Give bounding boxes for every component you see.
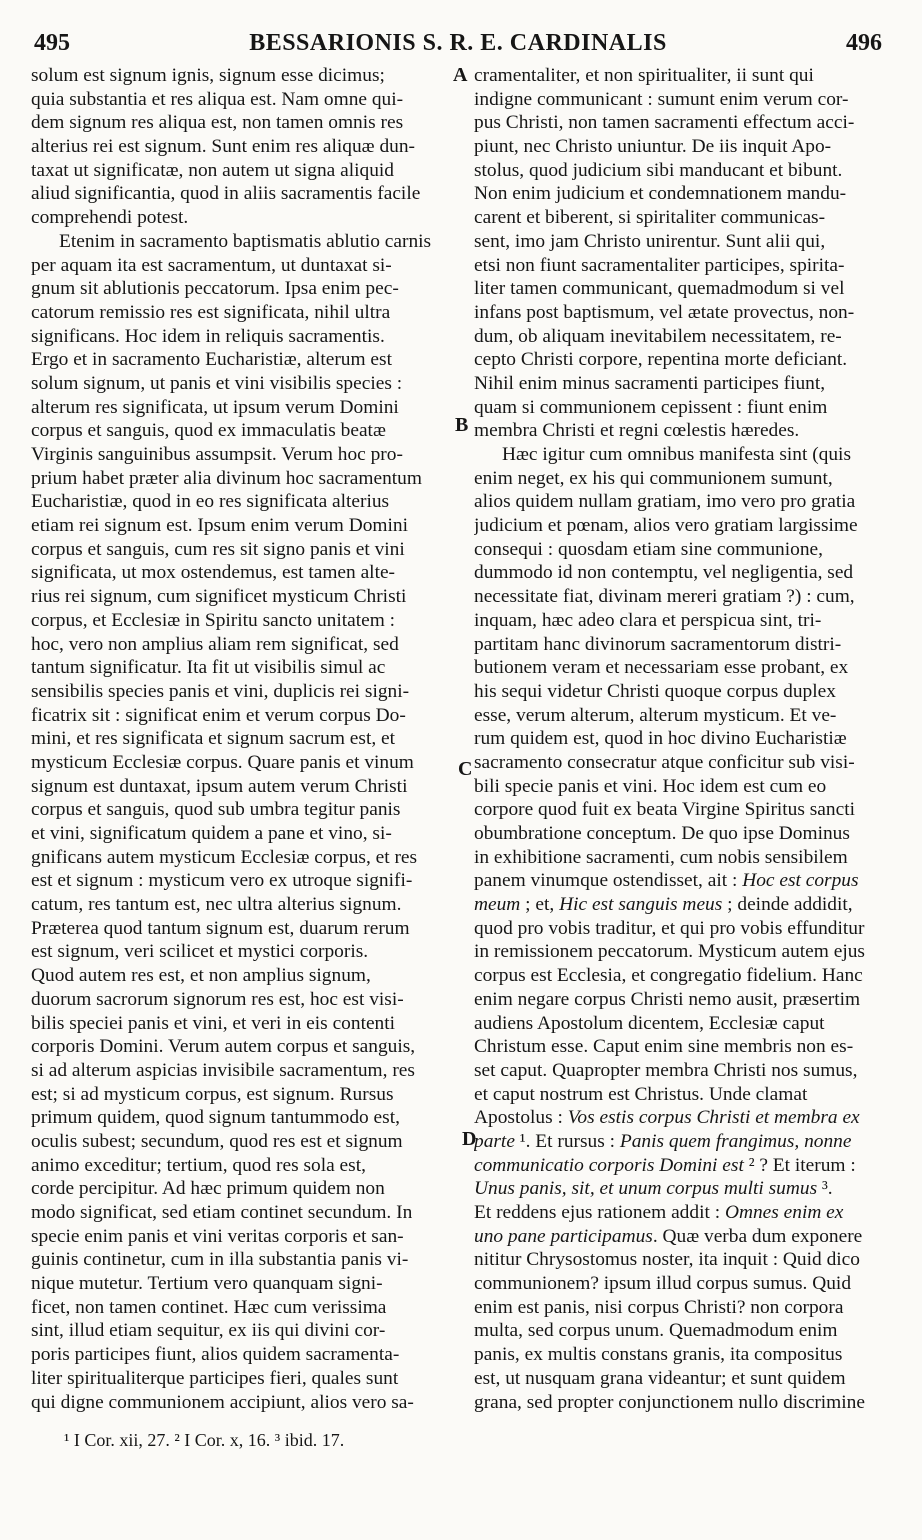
text-line: comprehendi potest. xyxy=(31,207,189,229)
text-line: Ergo et in sacramento Eucharistiæ, alterum est xyxy=(31,349,392,371)
text-line: primum quidem, quod signum tantummodo est, xyxy=(31,1107,400,1129)
text-line: enim negare corpus Christi nemo ausit, præsertim xyxy=(474,988,861,1010)
text-line: significata, ut mox ostendemus, est tamen alte- xyxy=(31,562,396,584)
text-line: sensibilis species panis et vini, duplicis rei signi- xyxy=(31,680,410,702)
text-line: et vini, significatum quidem a pane et vino, si- xyxy=(31,823,392,844)
left-column xyxy=(31,64,459,1414)
footnotes: ¹ I Cor. xii, 27. ² I Cor. x, 16. ³ ibid. 17. xyxy=(64,1430,345,1450)
text-line: gnificans autem mysticum Ecclesiæ corpus, et res xyxy=(31,846,418,868)
text-line: oculis subest; secundum, quod res est et signum xyxy=(31,1130,403,1152)
text-line: mysticum Ecclesiæ corpus. Quare panis et vinum xyxy=(31,751,414,773)
text-line: obumbratione conceptum. De quo ipse Dominus xyxy=(474,823,850,844)
right-column xyxy=(474,64,902,1414)
text-line: nique mutetur. Tertium vero quanquam signi- xyxy=(31,1273,383,1295)
text-line: necessitate fiat, divinam mereri gratiam ?) : cum, xyxy=(474,586,855,608)
text-line: qui digne communionem accipiunt, alios vero sa- xyxy=(31,1391,414,1413)
text-line: alterius rei est signum. Sunt enim res aliquæ dun- xyxy=(31,136,415,158)
text-line: corpus est Ecclesia, et congregatio fidelium. Hanc xyxy=(474,965,863,987)
text-line: panem vinumque ostendisset, ait : Hoc est corpus xyxy=(474,870,859,892)
text-line: parte ¹. Et rursus : Panis quem frangimus, nonne xyxy=(474,1130,852,1152)
text-line: animo exceditur; tertium, quod res sola est, xyxy=(31,1154,366,1176)
text-line: quod pro vobis traditur, et qui pro vobis effunditur xyxy=(474,917,865,939)
text-line: cramentaliter, et non spiritualiter, ii sunt qui xyxy=(474,65,814,86)
text-line: significans. Hoc idem in reliquis sacramentis. xyxy=(31,325,385,347)
text-line: grana, sed propter conjunctionem nullo discrimine xyxy=(474,1391,865,1413)
text-line: corde percipitur. Ad hæc primum quidem non xyxy=(31,1178,385,1200)
text-line: enim neget, ex his qui communionem sumunt, xyxy=(474,467,833,489)
text-line: poris participes fiunt, alios quidem sacramenta- xyxy=(31,1344,400,1366)
text-line: dem signum res aliqua est, non tamen omnis res xyxy=(31,112,404,134)
text-line: partitam hanc divinorum sacramentorum distri- xyxy=(474,633,842,655)
text-line: ficet, non tamen continet. Hæc cum verissima xyxy=(31,1296,387,1318)
text-line: sint, illud etiam sequitur, ex iis qui divini cor- xyxy=(31,1320,386,1342)
text-line: guinis continetur, cum in illa substantia panis vi- xyxy=(31,1249,409,1271)
text-line: judicium et pœnam, alios vero gratiam largissime xyxy=(474,515,858,537)
text-line: multa, sed corpus unum. Quemadmodum enim xyxy=(474,1320,838,1342)
text-line: in exhibitione sacramenti, cum nobis sensibilem xyxy=(474,846,848,868)
text-line: est; si ad mysticum corpus, est signum. Rursus xyxy=(31,1083,394,1105)
text-line: carent et biberent, si spiritaliter communicas- xyxy=(474,207,826,229)
text-line: si ad alterum aspicias invisibile sacramentum, res xyxy=(31,1059,415,1081)
text-line: Nihil enim minus sacramenti participes fiunt, xyxy=(474,372,826,394)
text-line: his sequi videtur Christi quoque corpus duplex xyxy=(474,680,836,702)
text-line: sent, imo jam Christo unirentur. Sunt alii qui, xyxy=(474,230,826,252)
margin-marker-d: D xyxy=(462,1128,477,1150)
text-line: bilis speciei panis et vini, et veri in eis contenti xyxy=(31,1012,396,1034)
text-line: enim est panis, nisi corpus Christi? non corpora xyxy=(474,1296,844,1318)
text-line: tantum significatur. Ita fit ut visibilis simul ac xyxy=(31,657,386,679)
text-line: corpus et sanguis, quod ex immaculatis beatæ xyxy=(31,420,386,442)
text-line: mini, et res significata et signum sacrum est, et xyxy=(31,728,396,750)
text-line: Christum esse. Caput enim sine membris non es- xyxy=(474,1036,854,1058)
text-line: stolus, quod judicium sibi manducant et bibunt. xyxy=(474,159,843,181)
text-line: uno pane participamus. Quæ verba dum exponere xyxy=(474,1225,863,1247)
text-line: set caput. Quapropter membra Christi nos sumus, xyxy=(474,1059,858,1081)
text-line: meum ; et, Hic est sanguis meus ; deinde addidit, xyxy=(474,894,853,916)
text-line: catum, res tantum est, nec ultra alterius signum. xyxy=(31,894,402,916)
text-line: communionem? ipsum illud corpus sumus. Quid xyxy=(474,1273,852,1295)
text-line: Virginis sanguinibus assumpsit. Verum hoc pro- xyxy=(31,444,403,465)
text-line: alios quidem nullam gratiam, imo vero pro gratia xyxy=(474,491,856,513)
text-line: butionem veram et necessariam esse probant, ex xyxy=(474,657,849,679)
text-line: prium habet præter alia divinum hoc sacramentum xyxy=(31,467,422,489)
page-number-left: 495 xyxy=(34,30,70,56)
text-line: Etenim in sacramento baptismatis ablutio carnis xyxy=(59,230,432,252)
text-line: ficatrix sit : significat enim et verum corpus Do- xyxy=(31,704,406,726)
text-line: est et signum : mysticum vero ex utroque signifi- xyxy=(31,870,413,892)
text-line: corpus, et Ecclesiæ in Spiritu sancto unitatem : xyxy=(31,609,396,631)
text-line: corpus et sanguis, cum res sit signo panis et vini xyxy=(31,538,405,560)
text-line: inquam, hæc adeo clara et perspicua sint, tri- xyxy=(474,609,822,631)
text-line: et caput nostrum est Christus. Unde clamat xyxy=(474,1083,808,1105)
text-line: solum est signum ignis, signum esse dicimus; xyxy=(31,65,385,86)
text-line: infans post baptismum, vel ætate provectus, non- xyxy=(474,301,855,323)
text-line: Eucharistiæ, quod in eo res significata alterius xyxy=(31,491,390,513)
text-line: bili specie panis et vini. Hoc idem est cum eo xyxy=(474,775,827,797)
text-line: rius rei signum, cum significet mysticum Christi xyxy=(31,586,407,608)
text-line: rum quidem est, quod in hoc divino Eucharistiæ xyxy=(474,728,847,750)
text-line: Præterea quod tantum signum est, duarum rerum xyxy=(31,917,410,939)
text-line: duorum sacrorum signorum res est, hoc est visi- xyxy=(31,988,404,1010)
text-line: est, ut nusquam grana videantur; et sunt quidem xyxy=(474,1367,846,1389)
text-line: corpus et sanguis, quod sub umbra tegitur panis xyxy=(31,799,401,821)
text-line: dum, ob aliquam inevitabilem necessitatem, re- xyxy=(474,325,842,347)
text-line: Unus panis, sit, et unum corpus multi sumus ³. xyxy=(474,1178,833,1200)
text-line: specie enim panis et vini veritas corporis et san- xyxy=(31,1225,404,1247)
text-line: modo significat, sed etiam continet secundum. In xyxy=(31,1202,413,1223)
text-line: esse, verum alterum, alterum mysticum. Et ve- xyxy=(474,704,837,726)
text-line: quam si communionem cepissent : fiunt enim xyxy=(474,396,828,418)
text-line: piunt, nec Christo uniuntur. De iis inquit Apo- xyxy=(474,136,832,158)
text-line: taxat ut significatæ, non autem ut signa aliquid xyxy=(31,159,394,181)
text-line: Non enim judicium et condemnationem mandu- xyxy=(474,183,847,205)
text-line: liter spiritualiterque participes fieri, quales sunt xyxy=(31,1367,399,1389)
text-line: catorum remissio res est significata, nihil ultra xyxy=(31,301,391,323)
page-number-right: 496 xyxy=(846,30,882,56)
margin-marker-c: C xyxy=(458,758,473,780)
text-line: etiam rei signum est. Ipsum enim verum Domini xyxy=(31,515,408,537)
text-line: est signum, veri scilicet et mystici corporis. xyxy=(31,941,369,963)
text-line: sacramento consecratur atque conficitur sub visi- xyxy=(474,751,855,773)
text-line: signum est duntaxat, ipsum autem verum Christi xyxy=(31,775,408,797)
text-line: cepto Christi corpore, repentina morte deficiant. xyxy=(474,349,848,371)
running-title: BESSARIONIS S. R. E. CARDINALIS xyxy=(249,30,667,56)
text-line: membra Christi et regni cœlestis hæredes. xyxy=(474,420,800,442)
text-line: gnum sit ablutionis peccatorum. Ipsa enim pec- xyxy=(31,278,399,300)
text-line: communicatio corporis Domini est ² ? Et iterum : xyxy=(474,1154,856,1176)
text-line: solum signum, ut panis et vini visibilis species : xyxy=(31,372,403,394)
margin-marker-b: B xyxy=(455,414,469,436)
text-line: panis, ex multis constans granis, ita compositus xyxy=(474,1344,843,1366)
text-line: etsi non fiunt sacramentaliter participes, spirita- xyxy=(474,254,845,276)
text-line: in remissionem peccatorum. Mysticum autem ejus xyxy=(474,941,865,963)
text-line: corporis Domini. Verum autem corpus et sanguis, xyxy=(31,1036,416,1058)
text-line: pus Christi, non tamen sacramenti effectum acci- xyxy=(474,112,855,134)
text-line: Hæc igitur cum omnibus manifesta sint (quis xyxy=(502,444,851,465)
text-line: Et reddens ejus rationem addit : Omnes enim ex xyxy=(474,1202,844,1223)
text-line: consequi : quosdam etiam sine communione, xyxy=(474,538,823,560)
text-line: corpore quod fuit ex beata Virgine Spiritus sancti xyxy=(474,799,855,821)
text-line: indigne communicant : sumunt enim verum cor- xyxy=(474,88,849,110)
text-line: dummodo id non contemptu, vel negligentia, sed xyxy=(474,562,854,584)
text-line: alterum res significata, ut ipsum verum Domini xyxy=(31,396,399,418)
text-line: Quod autem res est, et non amplius signum, xyxy=(31,965,371,987)
text-line: per aquam ita est sacramentum, ut duntaxat si- xyxy=(31,254,392,276)
text-line: Apostolus : Vos estis corpus Christi et membra ex xyxy=(474,1107,860,1129)
text-line: audiens Apostolum dicentem, Ecclesiæ caput xyxy=(474,1012,825,1034)
margin-marker-a: A xyxy=(453,64,468,86)
text-line: liter tamen communicant, quemadmodum si vel xyxy=(474,278,845,300)
text-line: hoc, vero non amplius aliam rem significat, sed xyxy=(31,633,399,655)
text-line: aliud significantia, quod in aliis sacramentis facile xyxy=(31,183,421,205)
text-line: quia substantia et res aliqua est. Nam omne qui- xyxy=(31,88,404,110)
text-line: nititur Chrysostomus noster, ita inquit : Quid dico xyxy=(474,1249,860,1271)
